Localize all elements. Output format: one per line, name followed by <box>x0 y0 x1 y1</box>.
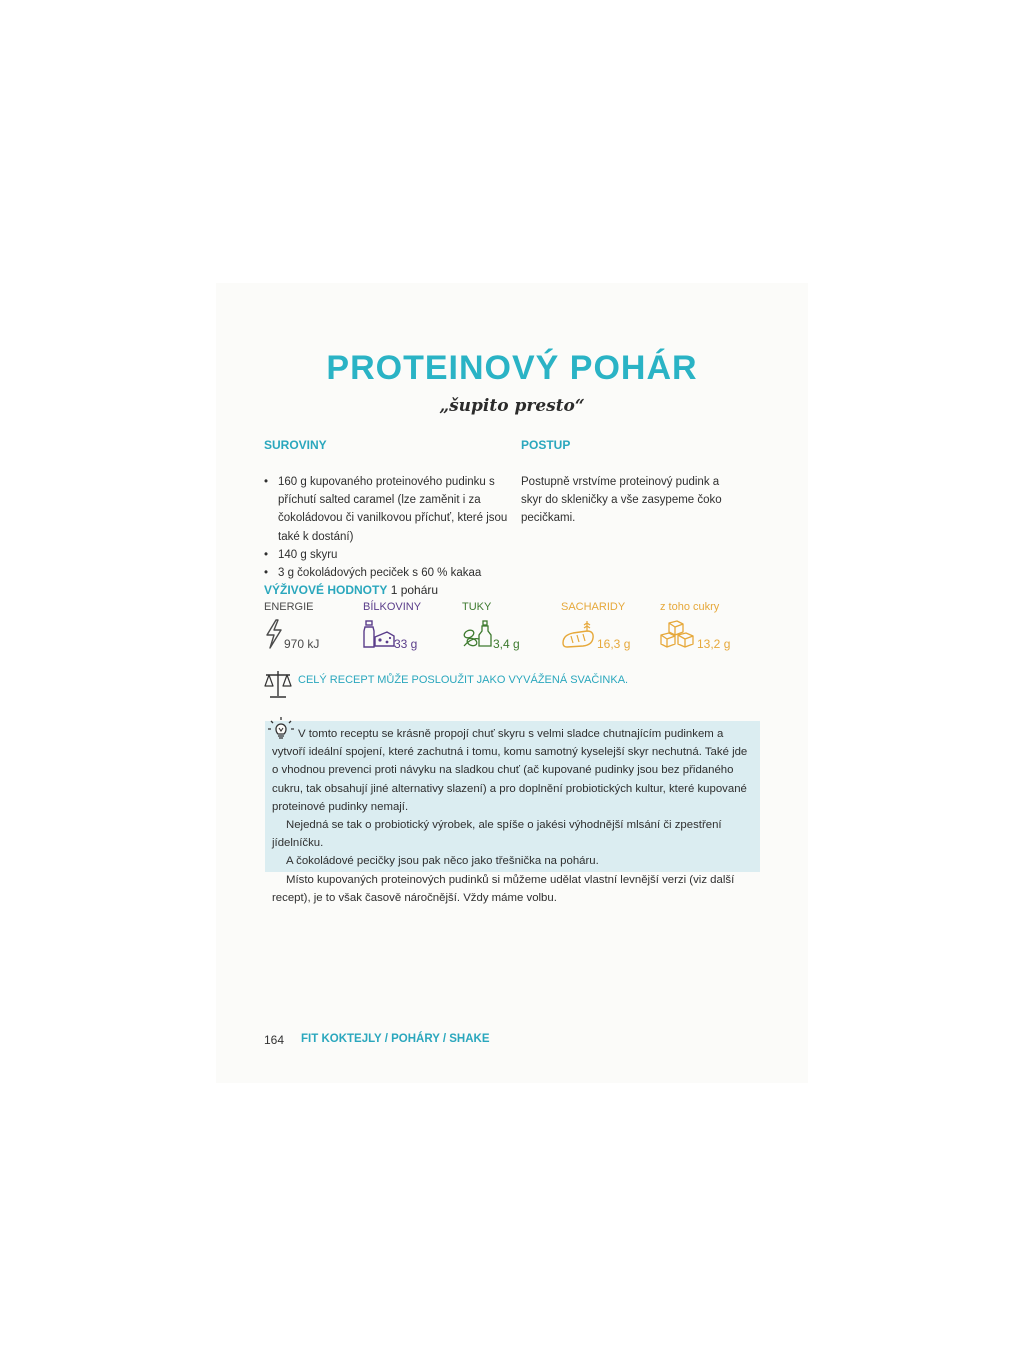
nutrition-value: 33 g <box>394 637 418 651</box>
nutrition-label: TUKY <box>462 601 492 613</box>
nutrition-portion: 1 poháru <box>390 583 439 597</box>
tip-text <box>272 725 756 907</box>
nutrition-value: 970 kJ <box>284 637 320 651</box>
nutrition-fat <box>462 601 557 651</box>
nutrition-value: 16,3 g <box>597 637 631 651</box>
method-heading: POSTUP <box>521 438 571 452</box>
section-name: FIT KOKTEJLY / POHÁRY / SHAKE <box>301 1033 490 1045</box>
recipe-title: PROTEINOVÝ POHÁR <box>326 349 698 387</box>
page-number: 164 <box>264 1033 285 1047</box>
nutrition-heading <box>264 583 438 597</box>
balanced-snack-note: CELÝ RECEPT MŮŽE POSLOUŽIT JAKO VYVÁŽENÁ SVAČINKA. <box>298 674 629 686</box>
tip-paragraph: Nejedná se tak o probiotický výrobek, ale spíše o jakési výhodnější mlsání či zpestření jídelníčku. <box>272 819 722 850</box>
nutrition-value: 3,4 g <box>493 637 520 651</box>
recipe-page <box>216 283 808 1083</box>
ingredients-heading: SUROVINY <box>264 438 327 452</box>
nutrition-label: BÍLKOVINY <box>363 601 422 613</box>
nutrition-label: z toho cukry <box>660 601 720 613</box>
ingredient-item: • 3 g čokoládových peciček s 60 % kakaa <box>264 564 514 582</box>
nutrition-protein <box>363 601 458 651</box>
nutrition-label: ENERGIE <box>264 601 314 613</box>
ingredients-list <box>264 473 514 582</box>
nutrition-carbs <box>561 601 656 651</box>
nutrition-label: SACHARIDY <box>561 601 626 613</box>
tip-paragraph: A čokoládové pecičky jsou pak něco jako třešnička na poháru. <box>286 855 599 868</box>
nutrition-sugars <box>660 601 755 651</box>
ingredient-item: • 160 g kupovaného proteinového pudinku s příchutí salted caramel (lze zaměnit i za čokoládovou či vanilkovou příchuť, které jsou také k dostání) <box>264 473 514 546</box>
tip-paragraph: Místo kupovaných proteinových pudinků si můžeme udělat vlastní levnější verzi (viz další recept), je to však časově náročnější. Vždy máme volbu. <box>272 873 735 904</box>
nutrition-energy <box>264 601 359 651</box>
tip-paragraph: V tomto receptu se krásně propojí chuť skyru s velmi sladce chutnajícím pudinkem a vytvoří ideální spojení, které zachutná i tomu, komu samotný kyselejší skyr nechutná. Také jde o vhodnou prevenci proti návyku na sladkou chuť (ač kupované pudinky jsou bez přidaného cukru, tak obsahují jiné alternativy slazení) a pro doplnění probiotických kultur, které kupované proteinové pudinky nemají. <box>272 728 748 813</box>
scale-icon <box>264 669 292 704</box>
ingredient-item: • 140 g skyru <box>264 546 514 564</box>
nutrition-heading-label: VÝŽIVOVÉ HODNOTY <box>264 583 388 597</box>
method-text: Postupně vrstvíme proteinový pudink a skyr do skleničky a vše zasypeme čoko pecičkami. <box>521 476 722 525</box>
recipe-subtitle: „šupito presto“ <box>439 396 585 416</box>
nutrition-value: 13,2 g <box>697 637 731 651</box>
